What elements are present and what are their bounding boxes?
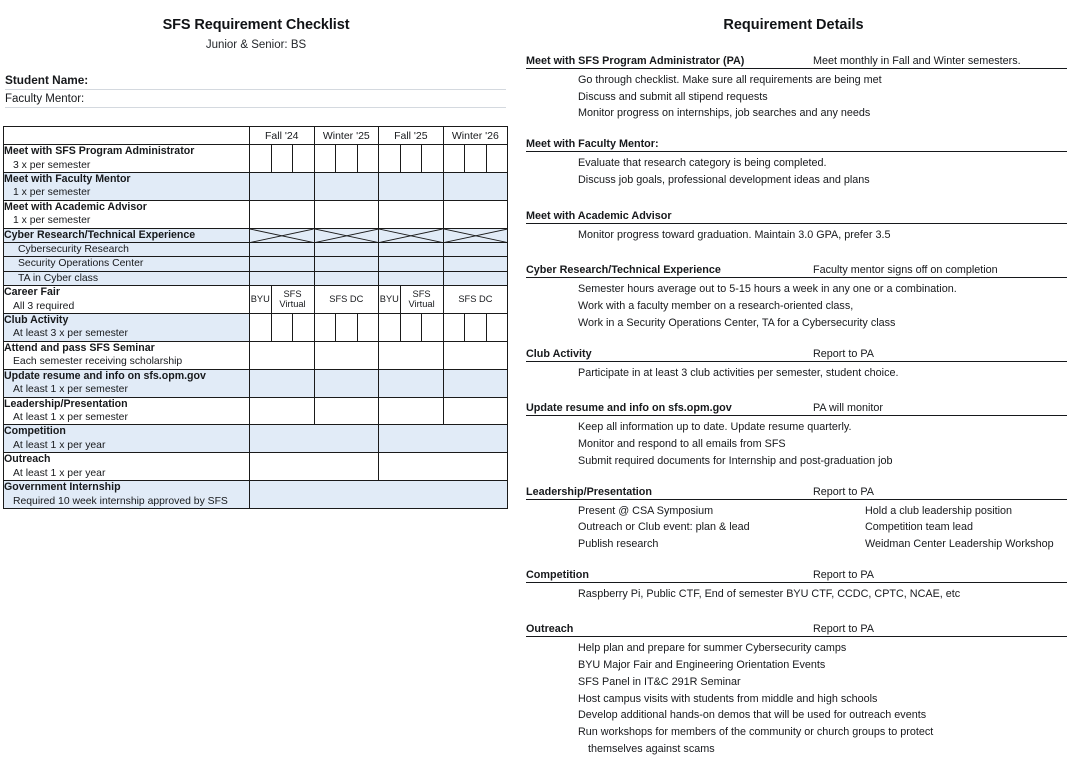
table-row (4, 425, 508, 453)
checklist-table-wrap (0, 126, 512, 509)
checklist-checkbox-cell[interactable] (465, 313, 487, 341)
table-row (4, 397, 508, 425)
student-name-field[interactable]: Student Name: (5, 73, 506, 90)
detail-text-primary: Work with a faculty member on a research-oriented class, (578, 300, 854, 313)
requirement-subtitle: 1 x per semester (13, 187, 91, 199)
detail-group-rows (526, 637, 1067, 757)
checklist-checkbox-cell[interactable] (443, 271, 508, 285)
requirement-detail-group (526, 402, 1067, 469)
detail-group-rows (526, 224, 1067, 244)
detail-group-title: Meet with SFS Program Administrator (PA) (526, 55, 745, 67)
semester-header-row (4, 127, 508, 145)
detail-text-primary: Present @ CSA Symposium (578, 504, 714, 517)
checklist-row-label (4, 369, 250, 397)
detail-text-primary: Host campus visits with students from middle and high schools (578, 692, 878, 705)
detail-row (526, 436, 1067, 453)
requirement-subtitle: Required 10 week internship approved by SFS (13, 495, 228, 507)
table-row (4, 200, 508, 228)
detail-group-header (526, 348, 1067, 362)
table-row (4, 481, 508, 509)
detail-text-primary: Monitor and respond to all emails from SFS (578, 438, 786, 451)
checklist-checkbox-cell[interactable] (379, 243, 444, 257)
career-fair-cell[interactable] (443, 286, 508, 314)
checklist-checkbox-cell[interactable] (250, 145, 272, 173)
detail-text-primary: Develop additional hands-on demos that will be used for outreach events (578, 709, 927, 722)
checklist-checkbox-cell[interactable] (314, 200, 379, 228)
checklist-checkbox-cell[interactable] (443, 145, 465, 173)
requirement-title: Cyber Research/Technical Experience (4, 228, 196, 241)
detail-row (526, 281, 1067, 298)
checklist-checkbox-cell[interactable] (379, 397, 444, 425)
detail-group-note: Report to PA (813, 623, 875, 636)
checklist-checkbox-cell[interactable] (422, 313, 444, 341)
checklist-checkbox-cell[interactable] (465, 145, 487, 173)
checklist-row-label (4, 453, 250, 481)
requirement-title: Meet with Academic Advisor (4, 200, 147, 213)
checklist-checkbox-cell[interactable] (486, 313, 508, 341)
career-fair-label: BYU (379, 294, 399, 305)
career-fair-cell[interactable] (379, 286, 401, 314)
semester-header-0: Fall '24 (250, 127, 315, 145)
checklist-checkbox-cell[interactable] (271, 145, 293, 173)
details-body (512, 55, 1075, 758)
checklist-body (4, 145, 508, 509)
career-fair-cell[interactable] (250, 286, 272, 314)
checklist-row-label (4, 145, 250, 173)
table-row (4, 257, 508, 271)
detail-group-title: Update resume and info on sfs.opm.gov (526, 402, 732, 415)
checklist-checkbox-cell[interactable] (486, 145, 508, 173)
detail-group-rows (526, 278, 1067, 331)
detail-row (526, 503, 1067, 520)
table-row (4, 145, 508, 173)
checklist-checkbox-cell[interactable] (250, 200, 315, 228)
detail-group-spacer (526, 470, 1067, 486)
table-row (4, 286, 508, 314)
requirement-subtitle: At least 1 x per year (13, 439, 106, 451)
requirement-title: Government Internship (4, 481, 121, 494)
requirement-title: Career Fair (4, 286, 60, 299)
requirement-title: Outreach (4, 453, 51, 466)
detail-row (526, 89, 1067, 106)
checklist-checkbox-cell[interactable] (250, 397, 315, 425)
checklist-row-label (4, 341, 250, 369)
detail-row (526, 419, 1067, 436)
detail-group-title: Meet with Academic Advisor (526, 209, 672, 222)
requirement-detail-group (526, 486, 1067, 553)
checklist-checkbox-cell[interactable] (314, 243, 379, 257)
requirement-subtitle: Each semester receiving scholarship (13, 356, 183, 368)
checklist-checkbox-cell[interactable] (443, 257, 508, 271)
table-row (4, 341, 508, 369)
checklist-checkbox-cell[interactable] (314, 397, 379, 425)
detail-group-header (526, 486, 1067, 500)
requirement-subtitle: TA in Cyber class (18, 272, 99, 284)
detail-text-primary: Keep all information up to date. Update resume quarterly. (578, 421, 852, 434)
detail-group-spacer (526, 602, 1067, 623)
detail-row (526, 155, 1067, 172)
checklist-checkbox-cell[interactable] (314, 145, 336, 173)
checklist-checkbox-cell[interactable] (250, 369, 315, 397)
detail-text-primary: Publish research (578, 538, 659, 551)
requirement-title: Meet with SFS Program Administrator (4, 145, 195, 157)
requirement-title: Attend and pass SFS Seminar (4, 341, 155, 354)
detail-group-note: Report to PA (813, 347, 875, 360)
checklist-checkbox-cell[interactable] (379, 369, 444, 397)
detail-group-rows (526, 500, 1067, 553)
detail-text-primary: Work in a Security Operations Center, TA for a Cybersecurity class (578, 316, 896, 329)
career-fair-label: SFS Virtual (408, 289, 435, 310)
checklist-checkbox-cell[interactable] (443, 200, 508, 228)
detail-text-secondary: Competition team lead (865, 521, 974, 534)
career-fair-label: SFS Virtual (279, 289, 306, 310)
checklist-checkbox-cell[interactable] (250, 271, 315, 285)
checklist-checkbox-cell[interactable] (443, 313, 465, 341)
requirement-detail-group (526, 138, 1067, 188)
requirement-subtitle: Cybersecurity Research (18, 244, 129, 256)
detail-group-spacer (526, 243, 1067, 264)
checklist-checkbox-cell[interactable] (250, 481, 508, 509)
requirement-detail-group (526, 348, 1067, 382)
checklist-row-label (4, 271, 250, 285)
checklist-checkbox-cell[interactable] (379, 145, 401, 173)
checklist-checkbox-cell[interactable] (379, 453, 508, 481)
career-fair-cell[interactable] (314, 286, 379, 314)
detail-group-note: PA will monitor (813, 402, 884, 415)
detail-text-primary: BYU Major Fair and Engineering Orientation Events (578, 659, 826, 672)
requirement-detail-group (526, 55, 1067, 122)
checklist-checkbox-cell[interactable] (250, 172, 315, 200)
details-title: Requirement Details (723, 17, 864, 33)
checklist-checkbox-cell[interactable] (400, 313, 422, 341)
detail-group-rows (526, 362, 1067, 382)
detail-group-note: Faculty mentor signs off on completion (813, 264, 998, 277)
detail-row (526, 691, 1067, 708)
detail-group-spacer (526, 381, 1067, 402)
detail-group-header (526, 210, 1067, 224)
checklist-row-label (4, 243, 250, 257)
checklist-checkbox-cell[interactable] (314, 313, 336, 341)
checklist-checkbox-cell[interactable] (379, 313, 401, 341)
checklist-checkbox-cell[interactable] (314, 369, 379, 397)
crossed-out-cell (250, 228, 315, 243)
requirement-title: Update resume and info on sfs.opm.gov (4, 369, 206, 382)
detail-text-primary: Monitor progress toward graduation. Maintain 3.0 GPA, prefer 3.5 (578, 228, 891, 241)
requirement-subtitle: At least 1 x per year (13, 467, 106, 479)
detail-group-spacer (526, 122, 1067, 138)
checklist-row-label (4, 425, 250, 453)
checklist-checkbox-cell[interactable] (250, 425, 379, 453)
identity-block (0, 73, 512, 108)
detail-text-primary: SFS Panel in IT&C 291R Seminar (578, 675, 741, 688)
checklist-row-label (4, 481, 250, 509)
table-row (4, 313, 508, 341)
checklist-checkbox-cell[interactable] (379, 172, 444, 200)
detail-row (526, 105, 1067, 122)
detail-text-primary: Semester hours average out to 5-15 hours a week in any one or a combination. (578, 283, 957, 296)
requirement-title: Club Activity (4, 313, 69, 326)
detail-group-title: Club Activity (526, 347, 592, 360)
detail-row (526, 674, 1067, 691)
checklist-checkbox-cell[interactable] (336, 313, 358, 341)
detail-text-primary: Evaluate that research category is being completed. (578, 157, 827, 170)
detail-group-note: Report to PA (813, 485, 875, 498)
detail-text-primary: Submit required documents for Internship and post-graduation job (578, 454, 893, 467)
checklist-header (4, 127, 508, 145)
detail-text-primary: themselves against scams (588, 742, 715, 755)
faculty-mentor-field[interactable]: Faculty Mentor: (5, 93, 506, 108)
checklist-checkbox-cell[interactable] (250, 243, 315, 257)
detail-row (526, 227, 1067, 244)
checklist-checkbox-cell[interactable] (443, 341, 508, 369)
checklist-row-label (4, 313, 250, 341)
detail-row (526, 298, 1067, 315)
requirement-subtitle: At least 1 x per semester (13, 384, 128, 396)
career-fair-label: SFS DC (458, 294, 493, 305)
table-row (4, 228, 508, 243)
requirement-subtitle: All 3 required (13, 300, 75, 312)
detail-row (526, 657, 1067, 674)
requirement-subtitle: 1 x per semester (13, 215, 91, 227)
checklist-table (3, 126, 508, 509)
requirement-subtitle: 3 x per semester (13, 159, 91, 171)
checklist-checkbox-cell[interactable] (336, 145, 358, 173)
checklist-checkbox-cell[interactable] (443, 243, 508, 257)
detail-group-title: Outreach (526, 623, 574, 636)
detail-group-header (526, 264, 1067, 278)
checklist-checkbox-cell[interactable] (357, 313, 379, 341)
table-row (4, 243, 508, 257)
detail-group-rows (526, 69, 1067, 122)
requirement-title: Competition (4, 425, 66, 438)
checklist-checkbox-cell[interactable] (293, 313, 315, 341)
header-spacer (4, 127, 250, 145)
page-title: SFS Requirement Checklist (162, 17, 350, 33)
detail-row (526, 707, 1067, 724)
detail-group-header (526, 623, 1067, 637)
detail-row (526, 172, 1067, 189)
checklist-row-label (4, 172, 250, 200)
checklist-row-label (4, 286, 250, 314)
semester-header-2: Fall '25 (379, 127, 444, 145)
detail-text-primary: Outreach or Club event: plan & lead (578, 521, 750, 534)
checklist-checkbox-cell[interactable] (400, 145, 422, 173)
checklist-checkbox-cell[interactable] (314, 172, 379, 200)
detail-group-title: Leadership/Presentation (526, 485, 652, 498)
requirement-subtitle: Security Operations Center (18, 258, 144, 270)
checklist-checkbox-cell[interactable] (379, 425, 508, 453)
detail-group-spacer (526, 553, 1067, 569)
checklist-checkbox-cell[interactable] (443, 369, 508, 397)
detail-group-header (526, 55, 1067, 69)
checklist-checkbox-cell[interactable] (293, 145, 315, 173)
checklist-checkbox-cell[interactable] (314, 271, 379, 285)
left-panel (0, 0, 512, 727)
detail-group-spacer (526, 189, 1067, 210)
checklist-checkbox-cell[interactable] (250, 453, 379, 481)
detail-row (526, 72, 1067, 89)
requirement-detail-group (526, 623, 1067, 757)
detail-group-title: Cyber Research/Technical Experience (526, 264, 721, 277)
checklist-checkbox-cell[interactable] (443, 172, 508, 200)
detail-text-primary: Run workshops for members of the community or church groups to protect (578, 726, 934, 739)
detail-text-primary: Discuss job goals, professional development ideas and plans (578, 173, 870, 186)
detail-group-header (526, 138, 1067, 152)
detail-group-title: Meet with Faculty Mentor: (526, 138, 659, 151)
detail-group-rows (526, 152, 1067, 188)
checklist-row-label (4, 397, 250, 425)
detail-text-primary: Discuss and submit all stipend requests (578, 90, 768, 103)
career-fair-label: SFS DC (329, 294, 364, 305)
detail-row (526, 640, 1067, 657)
checklist-row-label (4, 200, 250, 228)
detail-group-header (526, 402, 1067, 416)
checklist-checkbox-cell[interactable] (250, 341, 315, 369)
requirement-subtitle: At least 1 x per semester (13, 412, 128, 424)
checklist-checkbox-cell[interactable] (379, 341, 444, 369)
requirement-title: Meet with Faculty Mentor (4, 172, 131, 185)
career-fair-cell[interactable] (400, 286, 443, 314)
checklist-checkbox-cell[interactable] (314, 341, 379, 369)
requirement-title: Leadership/Presentation (4, 397, 128, 410)
detail-row (526, 741, 1067, 758)
table-row (4, 369, 508, 397)
requirement-detail-group (526, 210, 1067, 244)
checklist-row-label (4, 257, 250, 271)
detail-text-primary: Help plan and prepare for summer Cybersecurity camps (578, 642, 847, 655)
detail-row (526, 519, 1067, 536)
crossed-out-cell (314, 228, 379, 243)
detail-group-title: Competition (526, 568, 589, 581)
detail-text-primary: Go through checklist. Make sure all requirements are being met (578, 74, 882, 86)
detail-row (526, 315, 1067, 332)
detail-row (526, 365, 1067, 382)
checklist-checkbox-cell[interactable] (443, 397, 508, 425)
checklist-checkbox-cell[interactable] (250, 313, 272, 341)
checklist-checkbox-cell[interactable] (422, 145, 444, 173)
detail-row (526, 453, 1067, 470)
detail-group-rows (526, 583, 1067, 603)
crossed-out-cell (379, 228, 444, 243)
detail-text-primary: Raspberry Pi, Public CTF, End of semester BYU CTF, CCDC, CPTC, NCAE, etc (578, 587, 961, 600)
career-fair-label: BYU (250, 294, 270, 305)
checklist-checkbox-cell[interactable] (379, 257, 444, 271)
detail-text-secondary: Hold a club leadership position (865, 504, 1013, 517)
checklist-checkbox-cell[interactable] (250, 257, 315, 271)
requirement-subtitle: At least 3 x per semester (13, 328, 128, 340)
checklist-checkbox-cell[interactable] (379, 271, 444, 285)
crossed-out-cell (443, 228, 508, 243)
detail-group-rows (526, 416, 1067, 469)
detail-text-secondary: Weidman Center Leadership Workshop (865, 538, 1054, 551)
requirement-detail-group (526, 264, 1067, 331)
detail-row (526, 586, 1067, 603)
checklist-row-label (4, 228, 250, 243)
detail-row (526, 536, 1067, 553)
table-row (4, 453, 508, 481)
right-panel (512, 0, 1075, 755)
table-row (4, 271, 508, 285)
page-subtitle: Junior & Senior: BS (205, 39, 307, 51)
detail-group-note: Meet monthly in Fall and Winter semesters. (813, 55, 1021, 67)
detail-group-note: Report to PA (813, 568, 875, 581)
checklist-checkbox-cell[interactable] (314, 257, 379, 271)
checklist-checkbox-cell[interactable] (379, 200, 444, 228)
semester-header-3: Winter '26 (443, 127, 508, 145)
detail-group-spacer (526, 332, 1067, 348)
requirement-detail-group (526, 569, 1067, 603)
table-row (4, 172, 508, 200)
detail-text-primary: Participate in at least 3 club activities per semester, student choice. (578, 366, 899, 379)
checklist-checkbox-cell[interactable] (271, 313, 293, 341)
detail-text-primary: Monitor progress on internships, job searches and any needs (578, 107, 871, 120)
checklist-checkbox-cell[interactable] (357, 145, 379, 173)
detail-group-header (526, 569, 1067, 583)
semester-header-1: Winter '25 (314, 127, 379, 145)
career-fair-cell[interactable] (271, 286, 314, 314)
